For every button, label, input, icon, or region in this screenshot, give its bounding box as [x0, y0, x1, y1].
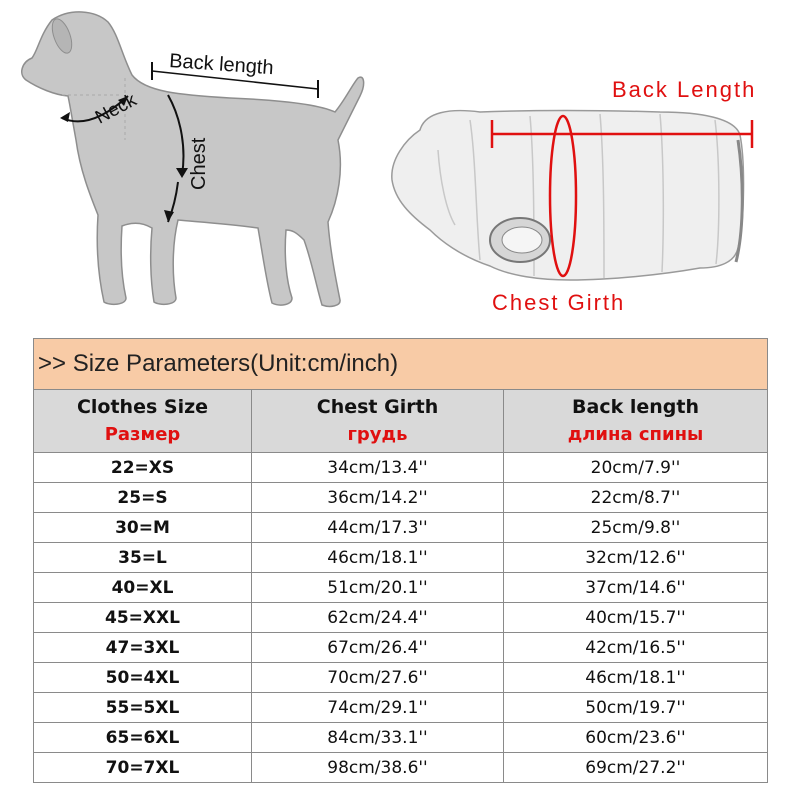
table-row [34, 663, 768, 693]
size-cell: 47=3XL [34, 633, 252, 663]
coat-image [392, 111, 744, 281]
table-row [34, 513, 768, 543]
size-table [33, 338, 768, 783]
table-row [34, 453, 768, 483]
chest-cell: 36cm/14.2'' [252, 483, 504, 513]
table-row [34, 573, 768, 603]
chest-cell: 34cm/13.4'' [252, 453, 504, 483]
size-cell: 50=4XL [34, 663, 252, 693]
size-cell: 40=XL [34, 573, 252, 603]
size-cell: 55=5XL [34, 693, 252, 723]
coat-back-length-label: Back Length [612, 77, 757, 102]
header-back-en: Back length [572, 396, 699, 418]
header-size [34, 390, 252, 453]
chest-cell: 98cm/38.6'' [252, 753, 504, 783]
size-cell: 30=M [34, 513, 252, 543]
size-cell: 25=S [34, 483, 252, 513]
back-cell: 22cm/8.7'' [504, 483, 768, 513]
back-cell: 40cm/15.7'' [504, 603, 768, 633]
measurement-diagram [0, 0, 800, 330]
back-cell: 42cm/16.5'' [504, 633, 768, 663]
dog-back-length-label: Back length [168, 50, 275, 80]
back-cell: 46cm/18.1'' [504, 663, 768, 693]
coat-chest-girth-label: Chest Girth [492, 290, 626, 315]
table-row [34, 693, 768, 723]
chest-cell: 62cm/24.4'' [252, 603, 504, 633]
header-back-ru: длина спины [567, 424, 704, 445]
size-table-container [33, 338, 767, 783]
size-cell: 65=6XL [34, 723, 252, 753]
table-row [34, 723, 768, 753]
header-size-ru: Размер [104, 424, 181, 445]
chest-cell: 74cm/29.1'' [252, 693, 504, 723]
chest-cell: 51cm/20.1'' [252, 573, 504, 603]
header-chest-en: Chest Girth [316, 396, 439, 418]
back-cell: 50cm/19.7'' [504, 693, 768, 723]
table-title: >> Size Parameters(Unit:cm/inch) [34, 339, 768, 390]
measurement-illustration [0, 0, 800, 330]
header-chest-ru: грудь [347, 424, 408, 445]
dog-neck-label: Neck [92, 89, 141, 129]
size-cell: 35=L [34, 543, 252, 573]
table-row [34, 543, 768, 573]
back-cell: 69cm/27.2'' [504, 753, 768, 783]
table-row [34, 753, 768, 783]
back-cell: 25cm/9.8'' [504, 513, 768, 543]
back-cell: 37cm/14.6'' [504, 573, 768, 603]
back-cell: 32cm/12.6'' [504, 543, 768, 573]
chest-cell: 84cm/33.1'' [252, 723, 504, 753]
header-size-en: Clothes Size [76, 396, 209, 418]
chest-cell: 70cm/27.6'' [252, 663, 504, 693]
back-cell: 60cm/23.6'' [504, 723, 768, 753]
header-chest [252, 390, 504, 453]
chest-cell: 67cm/26.4'' [252, 633, 504, 663]
table-row [34, 483, 768, 513]
chest-cell: 44cm/17.3'' [252, 513, 504, 543]
size-cell: 70=7XL [34, 753, 252, 783]
size-cell: 22=XS [34, 453, 252, 483]
chest-cell: 46cm/18.1'' [252, 543, 504, 573]
size-cell: 45=XXL [34, 603, 252, 633]
table-row [34, 603, 768, 633]
header-back [504, 390, 768, 453]
back-cell: 20cm/7.9'' [504, 453, 768, 483]
dog-chest-label: Chest [188, 137, 210, 190]
table-row [34, 633, 768, 663]
